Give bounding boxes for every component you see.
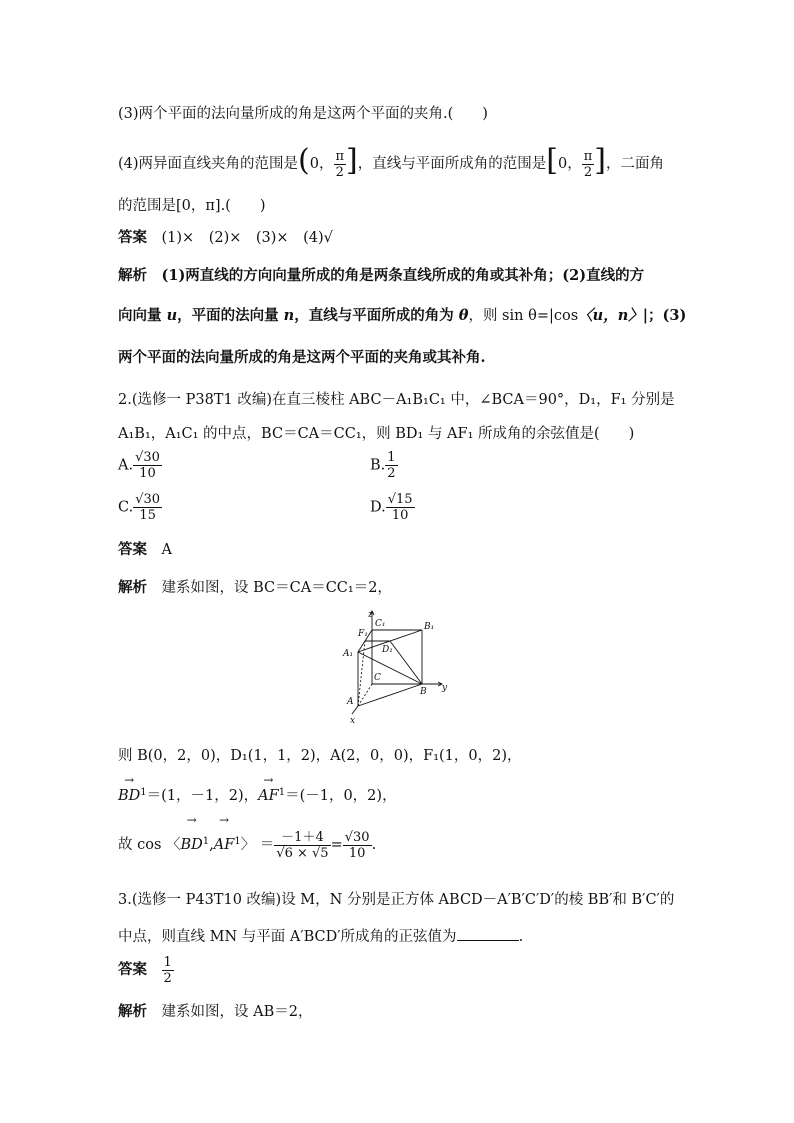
label-a: A <box>347 697 354 707</box>
answer-3-fraction: $\frac{1}{2}$ <box>163 954 172 986</box>
label-c1: C₁ <box>375 619 386 629</box>
label-z: z <box>368 610 373 620</box>
answer-label: 答案 <box>118 961 147 978</box>
vector-af1: → AF <box>258 786 279 806</box>
superscript: 1 <box>140 787 147 798</box>
option-c-fraction: $\frac{√30}{15}$ <box>135 492 161 523</box>
open-bracket: [ <box>546 143 558 178</box>
edge-ab <box>358 684 422 706</box>
vector-af1: → AF <box>214 826 235 864</box>
analysis-2-vectors: → $BD^1=(1$，－1，2)，→ $AF^1=(-1$，0，2)， <box>118 786 397 808</box>
answer-2 <box>118 540 172 560</box>
analysis-label: 解析 <box>118 1003 147 1020</box>
close-bracket: ] <box>594 143 606 178</box>
cos-fraction: $\frac{-1+4}{√6 \times √5}$ <box>276 829 329 861</box>
pi-over-2-fraction: $\frac{\pi}{2}$ <box>583 148 593 180</box>
question-3-statement: (3)两个平面的法向量所成的角是这两个平面的夹角.( ) <box>118 106 488 122</box>
vector-bd1: → BD <box>118 786 140 806</box>
label-a1: A₁ <box>343 649 354 659</box>
edge-ac <box>358 684 372 706</box>
analysis-1-line-3: 两个平面的法向量所成的角是这两个平面的夹角或其补角. <box>118 349 486 366</box>
answer-value: A <box>161 542 172 558</box>
segment-ba1 <box>358 652 422 684</box>
answer-label: 答案 <box>118 541 147 558</box>
close-bracket: ] <box>346 143 358 178</box>
analysis-1-line-1: 解析 (1)两直线的方向向量所成的角是两条直线所成的角或其补角；(2)直线的方 <box>118 267 645 284</box>
superscript: 1 <box>234 836 241 847</box>
answer-1 <box>118 228 333 248</box>
label-d1: D₁ <box>382 645 393 655</box>
analysis-2-coords: 则 B(0，2，0)，D₁(1，1，2)，A(2，0，0)，F₁(1，0，2)， <box>118 748 522 764</box>
option-a-fraction: $\frac{√30}{10}$ <box>135 450 160 481</box>
option-c: C. $\frac{√30}{15}$ <box>118 492 161 523</box>
x-axis <box>352 706 358 714</box>
option-a: A. $\frac{√30}{10}$ <box>118 450 160 481</box>
label-x: x <box>350 716 356 724</box>
superscript: 1 <box>278 787 286 798</box>
answer-label: 答案 <box>118 229 147 246</box>
label-c: C <box>374 673 381 683</box>
question-4-range-line: 的范围是[0，π].( ) <box>118 198 266 214</box>
label-f1: F₁ <box>358 629 368 639</box>
question-2-line-2: A₁B₁，A₁C₁ 的中点，BC＝CA＝CC₁，则 BD₁ 与 AF₁ 所成角的余弦值是( ) <box>118 426 635 442</box>
label-y: y <box>442 683 448 693</box>
open-paren-bracket: ( <box>298 143 310 178</box>
answer-blank <box>457 926 519 941</box>
question-4-statement: (4)两异面直线夹角的范围是(0， $\frac{\pi}{2}$ ]，直线与平面所成角的范围是[0， $\frac{\pi}{2}$ ]，二面角 <box>118 143 664 180</box>
question-3-line-2: 中点，则直线 MN 与平面 A′BCD′所成角的正弦值为 . <box>118 926 523 947</box>
prism-coordinate-figure <box>338 606 458 724</box>
option-d: D. $\frac{√15}{10}$ <box>370 492 413 523</box>
question-2-line-1: 2.(选修一 P38T1 改编)在直三棱柱 ABC－A₁B₁C₁ 中，∠BCA＝90°，D₁，F₁ 分别是 <box>118 392 675 408</box>
option-b-fraction: $\frac{1}{2}$ <box>387 450 396 481</box>
answer-value: (1)× (2)× (3)× (4)√ <box>161 230 333 246</box>
analysis-3-line-1: 解析 建系如图，设 AB＝2， <box>118 1003 313 1020</box>
analysis-2-cos: 故 cos 〈→ $BD^1,\to AF^1$〉 ＝ $\frac{-1+4}{√6 \times √5}$ = $\frac{√30}{10}$ . <box>118 826 376 864</box>
label-b1: B₁ <box>424 622 435 632</box>
analysis-1-line-2: 向向量 u，平面的法向量 n，直线与平面所成的角为 θ，则 sin θ=|cos〈u，n〉|；(3) <box>118 307 687 324</box>
option-d-fraction: $\frac{√15}{10}$ <box>387 492 413 523</box>
answer-3 <box>118 952 174 988</box>
analysis-2-line-1: 解析 建系如图，设 BC＝CA＝CC₁＝2， <box>118 579 392 596</box>
analysis-label: 解析 <box>118 579 147 596</box>
label-b: B <box>420 687 427 697</box>
option-b: B. $\frac{1}{2}$ <box>370 450 396 481</box>
vector-bd1: → BD <box>181 826 203 864</box>
superscript: 1 <box>202 836 210 847</box>
question-3-line-1: 3.(选修一 P43T10 改编)设 M，N 分别是正方体 ABCD－A′B′C′D′的棱 BB′和 B′C′的 <box>118 892 675 908</box>
cos-result-fraction: $\frac{√30}{10}$ <box>344 829 370 861</box>
segment-bd1 <box>390 641 422 684</box>
pi-over-2-fraction: $\frac{\pi}{2}$ <box>335 148 345 180</box>
analysis-label: 解析 <box>118 267 147 284</box>
